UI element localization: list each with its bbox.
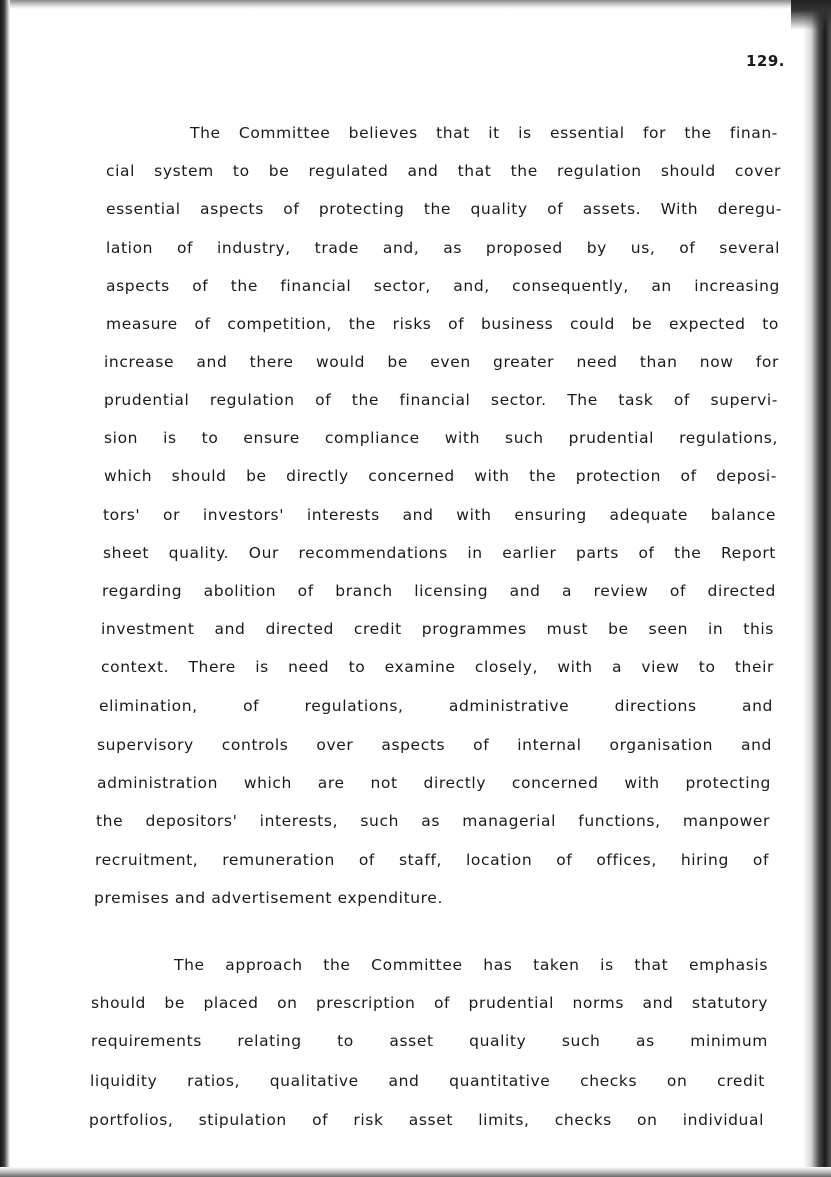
text-line: which should be directly concerned with the protection of deposi- <box>104 467 777 485</box>
text-line: regarding abolition of branch licensing and a review of directed <box>102 582 776 600</box>
text-line: recruitment, remuneration of staff, location of offices, hiring of <box>95 851 769 869</box>
text-line: context. There is need to examine closely, with a view to their <box>101 658 774 676</box>
text-line: elimination, of regulations, administrative directions and <box>99 697 773 715</box>
scan-edge-left <box>0 0 10 1177</box>
text-line: sheet quality. Our recommendations in earlier parts of the Report <box>103 544 776 562</box>
text-line: measure of competition, the risks of business could be expected to <box>106 315 779 333</box>
text-line: cial system to be regulated and that the regulation should cover <box>106 162 781 180</box>
text-line: premises and advertisement expenditure. <box>94 889 443 907</box>
text-line: sion is to ensure compliance with such prudential regulations, <box>104 429 778 447</box>
text-line: tors' or investors' interests and with ensuring adequate balance <box>103 506 776 524</box>
text-line: should be placed on prescription of prudential norms and statutory <box>91 994 768 1012</box>
scan-edge-top <box>0 0 831 9</box>
text-line: lation of industry, trade and, as proposed by us, of several <box>106 239 780 257</box>
text-line: requirements relating to asset quality such as minimum <box>91 1032 768 1050</box>
scan-edge-right <box>803 0 831 1177</box>
text-line: investment and directed credit programmes must be seen in this <box>101 620 774 638</box>
text-line: The approach the Committee has taken is that emphasis <box>174 956 768 974</box>
text-line: The Committee believes that it is essential for the finan- <box>190 124 778 142</box>
text-line: supervisory controls over aspects of internal organisation and <box>97 736 772 754</box>
scan-corner-shadow <box>791 0 831 30</box>
text-line: the depositors' interests, such as managerial functions, manpower <box>96 812 770 830</box>
text-line: prudential regulation of the financial sector. The task of supervi- <box>104 391 778 409</box>
text-line: administration which are not directly concerned with protecting <box>97 774 771 792</box>
scan-edge-bottom <box>0 1167 831 1177</box>
text-line: aspects of the financial sector, and, consequently, an increasing <box>106 277 780 295</box>
text-line: increase and there would be even greater need than now for <box>104 353 779 371</box>
text-line: portfolios, stipulation of risk asset limits, checks on individual <box>89 1111 764 1129</box>
text-line: essential aspects of protecting the quality of assets. With deregu- <box>106 200 782 218</box>
page-number: 129. <box>746 52 786 70</box>
text-line: liquidity ratios, qualitative and quantitative checks on credit <box>90 1072 765 1090</box>
